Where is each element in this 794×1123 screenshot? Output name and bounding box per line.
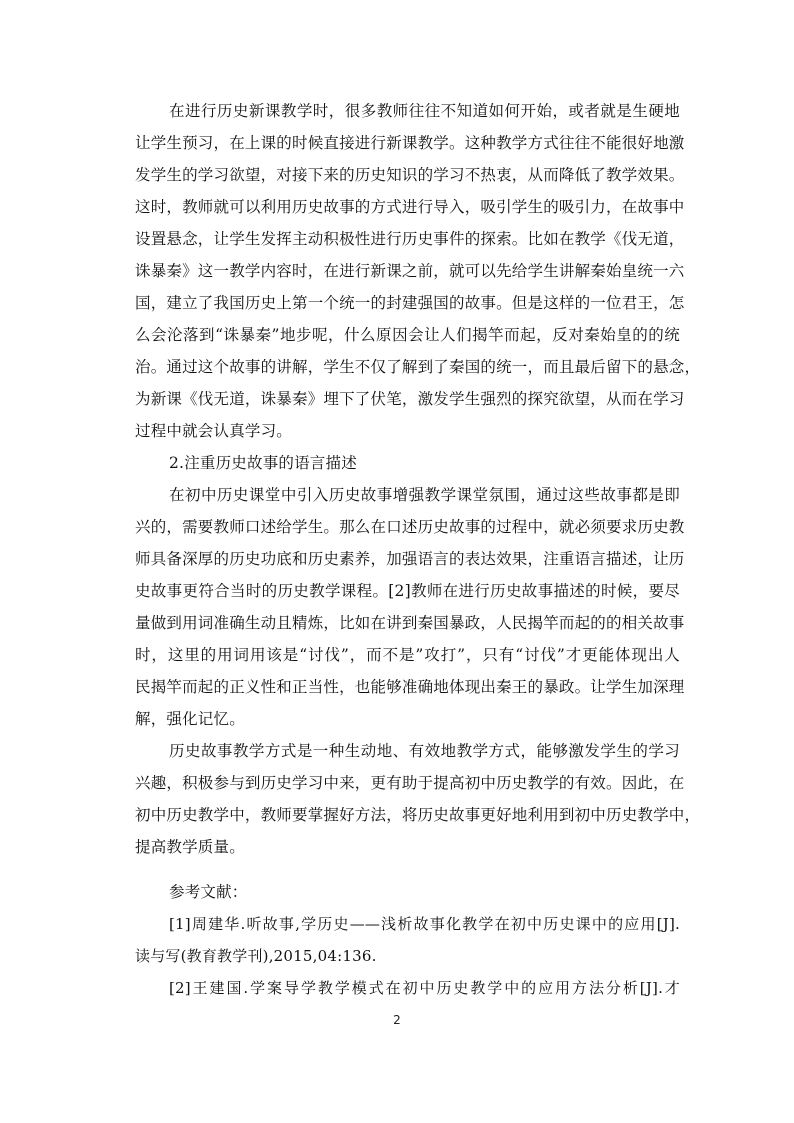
text-line: 国，建立了我国历史上第一个统一的封建强国的故事。但是这样的一位君王，怎 bbox=[135, 294, 685, 312]
text-line: 解，强化记忆。 bbox=[135, 710, 245, 728]
text-line: 量做到用词准确生动且精炼，比如在讲到秦国暴政，人民揭竿而起的的相关故事 bbox=[135, 614, 685, 632]
text-line: 初中历史教学中，教师要掌握好方法，将历史故事更好地利用到初中历史教学中， bbox=[135, 806, 701, 824]
text-line: 让学生预习，在上课的时候直接进行新课教学。这种教学方式往往不能很好地激 bbox=[135, 134, 685, 152]
reference-item: [2]王建国.学案导学教学模式在初中历史教学中的应用方法分析[J].才 bbox=[169, 979, 680, 997]
text-line: 为新课《伐无道，诛暴秦》埋下了伏笔，激发学生强烈的探究欲望，从而在学习 bbox=[135, 390, 685, 408]
text-line: 设置悬念，让学生发挥主动积极性进行历史事件的探索。比如在教学《伐无道， bbox=[135, 230, 685, 248]
text-line: 在进行历史新课教学时，很多教师往往不知道如何开始，或者就是生硬地 bbox=[169, 102, 680, 120]
text-line: 时，这里的用词用该是“讨伐”，而不是”攻打”，只有“讨伐”才更能体现出人 bbox=[135, 646, 680, 664]
references-title: 参考文献： bbox=[169, 883, 248, 901]
section-heading-text: 2.注重历史故事的语言描述 bbox=[169, 454, 357, 472]
text-line: 这时，教师就可以利用历史故事的方式进行导入，吸引学生的吸引力，在故事中 bbox=[135, 198, 685, 216]
text-line: 提高教学质量。 bbox=[135, 838, 245, 856]
text-line: 诛暴秦》这一教学内容时，在进行新课之前，就可以先给学生讲解秦始皇统一六 bbox=[135, 262, 685, 280]
text-line: 么会沦落到“诛暴秦”地步呢，什么原因会让人们揭竿而起，反对秦始皇的的统 bbox=[135, 326, 680, 344]
reference-item: [1]周建华.听故事,学历史——浅析故事化教学在初中历史课中的应用[J]. bbox=[169, 915, 680, 933]
references-section bbox=[135, 876, 680, 1004]
text-line: 兴趣，积极参与到历史学习中来，更有助于提高初中历史教学的有效。因此，在 bbox=[135, 774, 685, 792]
reference-item-continuation: 读与写(教育教学刊),2015,04:136. bbox=[135, 947, 377, 965]
text-line: 在初中历史课堂中引入历史故事增强教学课堂氛围，通过这些故事都是即 bbox=[169, 486, 680, 504]
text-line: 师具备深厚的历史功底和历史素养，加强语言的表达效果，注重语言描述，让历 bbox=[135, 550, 685, 568]
text-line: 治。通过这个故事的讲解，学生不仅了解到了秦国的统一，而且最后留下的悬念， bbox=[135, 358, 701, 376]
page-number: 2 bbox=[393, 1013, 401, 1027]
text-line: 过程中就会认真学习。 bbox=[135, 422, 293, 440]
text-line: 史故事更符合当时的历史教学课程。[2]教师在进行历史故事描述的时候，要尽 bbox=[135, 582, 680, 600]
paragraph-story-introduction bbox=[135, 95, 701, 447]
text-line: 发学生的学习欲望，对接下来的历史知识的学习不热衷，从而降低了教学效果。 bbox=[135, 166, 685, 184]
paragraph-conclusion bbox=[135, 735, 701, 863]
paragraph-language-description bbox=[135, 479, 685, 735]
text-line: 民揭竿而起的正义性和正当性，也能够准确地体现出秦王的暴政。让学生加深理 bbox=[135, 678, 685, 696]
text-line: 兴的，需要教师口述给学生。那么在口述历史故事的过程中，就必须要求历史教 bbox=[135, 518, 685, 536]
text-line: 历史故事教学方式是一种生动地、有效地教学方式，能够激发学生的学习 bbox=[169, 742, 680, 760]
section-heading bbox=[135, 447, 680, 479]
